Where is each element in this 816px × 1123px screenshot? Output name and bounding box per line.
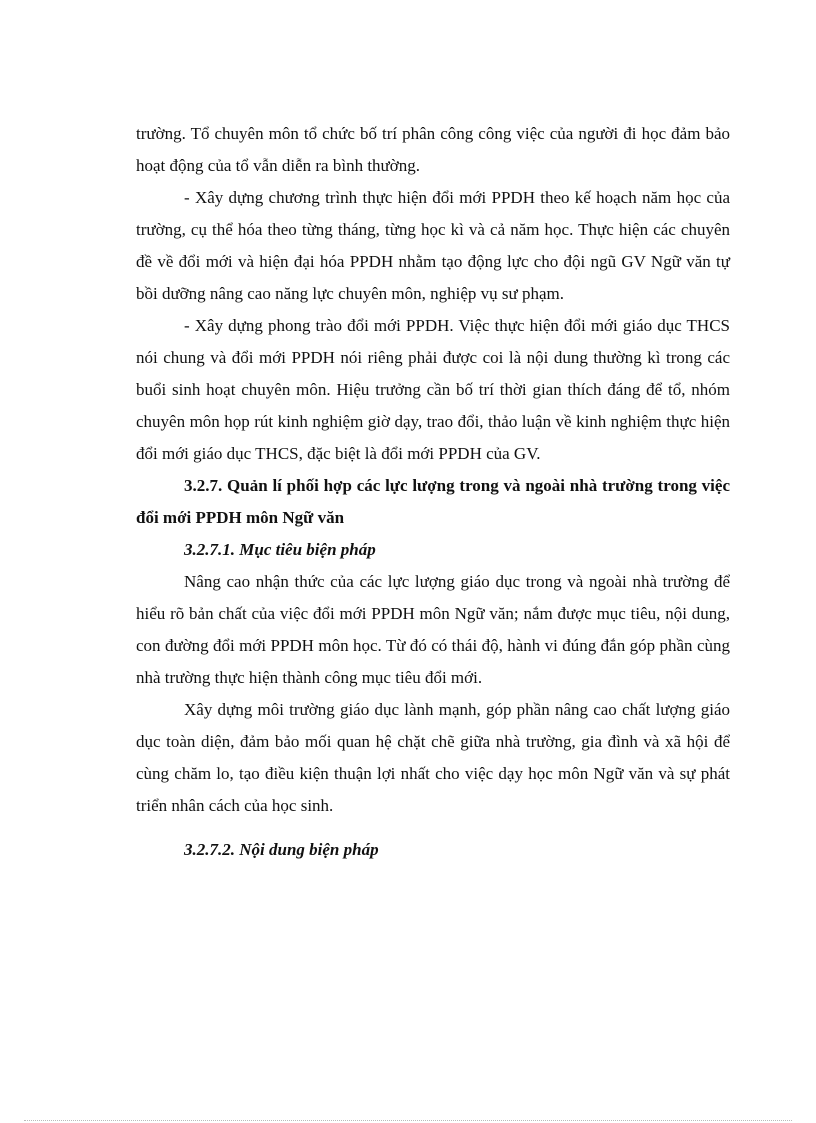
subsection-heading-3-2-7-2: 3.2.7.2. Nội dung biện pháp: [184, 840, 379, 859]
subsection-heading-3-2-7-1: 3.2.7.1. Mục tiêu biện pháp: [184, 540, 376, 559]
body-paragraph: - Xây dựng chương trình thực hiện đổi mới PPDH theo kế hoạch năm học của trường, cụ thể hóa theo từng tháng, từng học kì và cả năm học. Thực hiện các chuyên đề về đổi mới và hiện đại hóa PPDH nhằm tạo động lực cho đội ngũ GV Ngữ văn tự bồi dưỡng nâng cao năng lực chuyên môn, nghiệp vụ sư phạm.: [136, 188, 730, 303]
body-paragraph: - Xây dựng phong trào đổi mới PPDH. Việc thực hiện đổi mới giáo dục THCS nói chung và đổi mới PPDH nói riêng phải được coi là nội dung thường kì trong các buổi sinh hoạt chuyên môn. Hiệu trưởng cần bố trí thời gian thích đáng để tổ, nhóm chuyên môn họp rút kinh nghiệm giờ dạy, trao đổi, thảo luận về kinh nghiệm thực hiện đổi mới giáo dục THCS, đặc biệt là đổi mới PPDH của GV.: [136, 316, 730, 463]
objective-paragraph: Xây dựng môi trường giáo dục lành mạnh, góp phần nâng cao chất lượng giáo dục toàn diện, đảm bảo mối quan hệ chặt chẽ giữa nhà trường, gia đình và xã hội để cùng chăm lo, tạo điều kiện thuận lợi nhất cho việc dạy học môn Ngữ văn và sự phát triển nhân cách của học sinh.: [136, 700, 730, 815]
document-page: [136, 118, 730, 866]
objective-paragraph: Nâng cao nhận thức của các lực lượng giáo dục trong và ngoài nhà trường để hiểu rõ bản chất của việc đổi mới PPDH môn Ngữ văn; nắm được mục tiêu, nội dung, con đường đổi mới PPDH môn học. Từ đó có thái độ, hành vi đúng đắn góp phần cùng nhà trường thực hiện thành công mục tiêu đổi mới.: [136, 572, 730, 687]
spacer: [136, 822, 730, 834]
section-heading-3-2-7: 3.2.7. Quản lí phối hợp các lực lượng trong và ngoài nhà trường trong việc đổi mới PPDH môn Ngữ văn: [136, 476, 730, 527]
page-bottom-rule: [24, 1120, 792, 1121]
body-paragraph: trường. Tổ chuyên môn tổ chức bố trí phân công công việc của người đi học đảm bảo hoạt động của tổ vẫn diễn ra bình thường.: [136, 124, 730, 175]
